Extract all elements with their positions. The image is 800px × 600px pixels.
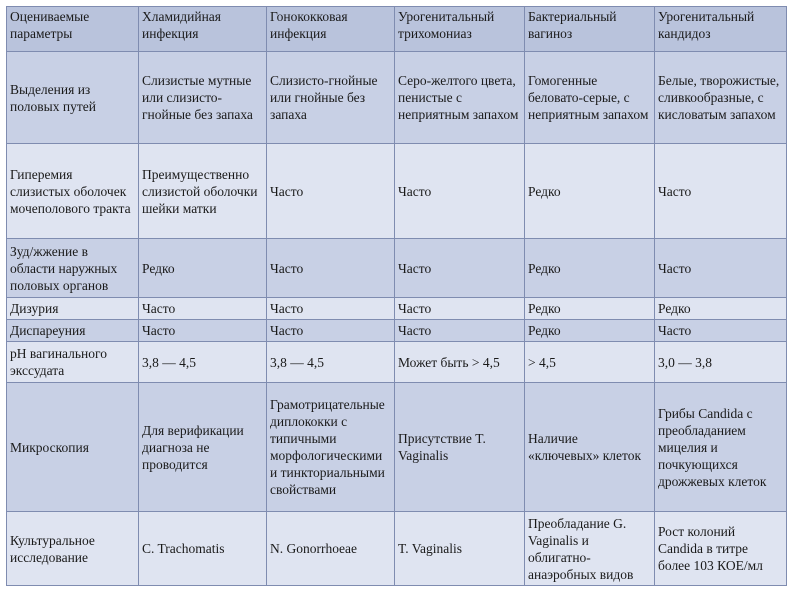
- table-cell: Часто: [655, 320, 787, 342]
- table-cell: Слизисто-гнойные или гнойные без запаха: [267, 52, 395, 144]
- table-cell: Грибы Candida с преобладанием мицелия и почкующихся дрожжевых клеток: [655, 383, 787, 512]
- table-cell: 3,0 — 3,8: [655, 342, 787, 383]
- header-cell: Урогенитальный кандидоз: [655, 7, 787, 52]
- table-cell: Редко: [655, 298, 787, 320]
- header-cell: Бактериальный вагиноз: [525, 7, 655, 52]
- row-label-cell: Культуральное исследование: [7, 512, 139, 586]
- table-header-row: [7, 7, 787, 52]
- row-label-cell: Зуд/жжение в области наружных половых органов: [7, 239, 139, 298]
- table-cell: Слизистые мутные или слизисто-гнойные без запаха: [139, 52, 267, 144]
- row-label-cell: Микроскопия: [7, 383, 139, 512]
- table-cell: Редко: [139, 239, 267, 298]
- table-cell: 3,8 — 4,5: [139, 342, 267, 383]
- table-row: [7, 298, 787, 320]
- table-cell: 3,8 — 4,5: [267, 342, 395, 383]
- table-cell: Для верификации диагноза не проводится: [139, 383, 267, 512]
- table-cell: Редко: [525, 320, 655, 342]
- table-cell: N. Gonorrhoeae: [267, 512, 395, 586]
- table-cell: Гомогенные беловато-серые, с неприятным запахом: [525, 52, 655, 144]
- table-cell: Часто: [267, 144, 395, 239]
- table-row: [7, 383, 787, 512]
- table-row: [7, 239, 787, 298]
- table-cell: Преимущественно слизистой оболочки шейки матки: [139, 144, 267, 239]
- table-row: [7, 144, 787, 239]
- table-cell: C. Trachomatis: [139, 512, 267, 586]
- row-label-cell: Диспареуния: [7, 320, 139, 342]
- row-label-cell: Выделения из половых путей: [7, 52, 139, 144]
- table-cell: Часто: [139, 298, 267, 320]
- row-label-cell: Гиперемия слизистых оболочек мочеполового тракта: [7, 144, 139, 239]
- table-row: [7, 52, 787, 144]
- table-cell: Может быть > 4,5: [395, 342, 525, 383]
- table-row: [7, 342, 787, 383]
- table-cell: Рост колоний Candida в титре более 103 КОЕ/мл: [655, 512, 787, 586]
- table-cell: Часто: [267, 239, 395, 298]
- table-row: [7, 320, 787, 342]
- table-cell: Редко: [525, 144, 655, 239]
- table-cell: Грамотрицательные диплококки с типичными морфологическими и тинкториальными свойствами: [267, 383, 395, 512]
- table-cell: Редко: [525, 239, 655, 298]
- table-cell: Редко: [525, 298, 655, 320]
- table-cell: Преобладание G. Vaginalis и облигатно-анаэробных видов: [525, 512, 655, 586]
- header-cell: Гонококковая инфекция: [267, 7, 395, 52]
- row-label-cell: Дизурия: [7, 298, 139, 320]
- table-row: [7, 512, 787, 586]
- table-cell: Присутствие T. Vaginalis: [395, 383, 525, 512]
- table-cell: > 4,5: [525, 342, 655, 383]
- table-cell: Часто: [655, 144, 787, 239]
- table-cell: Часто: [395, 298, 525, 320]
- table-cell: Часто: [395, 239, 525, 298]
- header-cell: Хламидийная инфекция: [139, 7, 267, 52]
- table-cell: Часто: [655, 239, 787, 298]
- table-cell: Часто: [267, 320, 395, 342]
- table-cell: Часто: [395, 144, 525, 239]
- table-cell: Часто: [267, 298, 395, 320]
- table-cell: Белые, творожистые, сливкообразные, с кисловатым запахом: [655, 52, 787, 144]
- comparison-table: [6, 6, 787, 586]
- table-cell: Наличие «ключевых» клеток: [525, 383, 655, 512]
- header-cell: Урогенитальный трихомониаз: [395, 7, 525, 52]
- table-cell: Часто: [395, 320, 525, 342]
- table-cell: Серо-желтого цвета, пенистые с неприятным запахом: [395, 52, 525, 144]
- row-label-cell: pH вагинального экссудата: [7, 342, 139, 383]
- table-cell: Часто: [139, 320, 267, 342]
- table-cell: T. Vaginalis: [395, 512, 525, 586]
- header-cell: Оцениваемые параметры: [7, 7, 139, 52]
